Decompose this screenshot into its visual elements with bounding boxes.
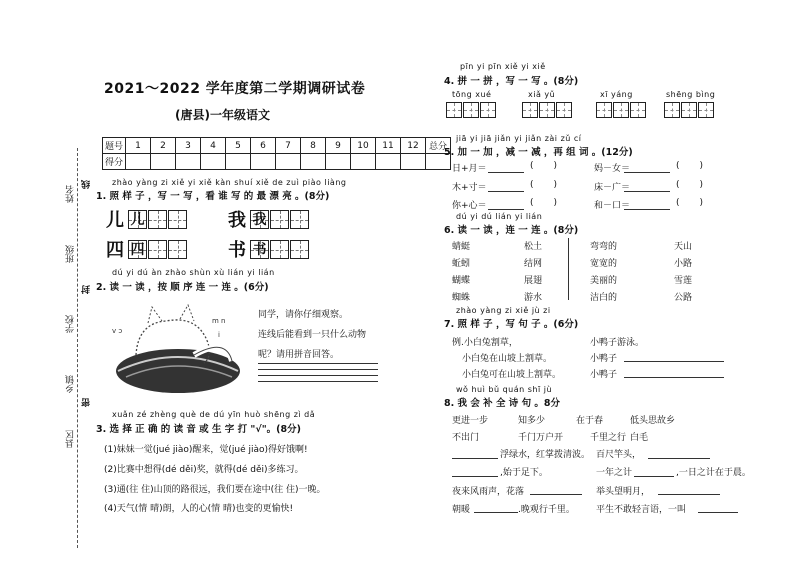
- q6-item[interactable]: 蚯蚓: [452, 259, 471, 269]
- q6-item[interactable]: 洁白的: [590, 293, 618, 303]
- answer-line[interactable]: [258, 363, 378, 364]
- q1-char: 儿: [106, 210, 124, 231]
- name-label: 姓名: [66, 185, 76, 203]
- q3-item: (1)妹妹一觉(jué jiào)醒来，觉(jué jiào)得好饿啊!: [104, 445, 308, 455]
- q8-line: .晚观行千里。: [518, 505, 575, 515]
- q8-pinyin: wǒ huì bǔ quán shī jù: [456, 385, 553, 394]
- q1-grid[interactable]: [270, 240, 289, 259]
- q5-paren: ( ): [530, 198, 558, 208]
- q8-blank[interactable]: [474, 512, 518, 513]
- qnum: 11: [376, 138, 401, 154]
- q7-line: 小白兔在山坡上割草。: [462, 354, 553, 364]
- q8-line: 平生不敢轻言语，一叫: [596, 505, 687, 515]
- q5-right: 和－口＝: [594, 201, 631, 211]
- q8-word: 在于春: [576, 416, 604, 426]
- q4-answer-boxes[interactable]: [522, 102, 573, 118]
- q3-item: (4)天气(情 晴)朗，人的心(情 晴)也变的更愉快!: [104, 504, 294, 514]
- q1-char: 我: [228, 210, 246, 231]
- q8-blank[interactable]: [648, 458, 710, 459]
- q6-item[interactable]: 雪莲: [674, 276, 693, 286]
- q4-word: xī yáng: [600, 90, 633, 99]
- school-label: 学校: [66, 315, 76, 333]
- q2-prompt-3: 呢？请用拼音回答。: [258, 350, 340, 360]
- q1-grid[interactable]: [168, 210, 187, 229]
- class-label: 班级: [66, 245, 76, 263]
- q6-item[interactable]: 宽宽的: [590, 259, 618, 269]
- qnum: 1: [126, 138, 151, 154]
- q8-blank[interactable]: [452, 476, 498, 477]
- q5-right: 床－广＝: [594, 183, 631, 193]
- q1-grid: 四: [128, 240, 147, 259]
- q8-blank[interactable]: [634, 476, 674, 477]
- q5-pinyin: jiā yi jiā jiǎn yi jiǎn zài zǔ cí: [456, 134, 582, 143]
- q1-grid[interactable]: [270, 210, 289, 229]
- q4-pinyin: pīn yi pīn xiě yi xiě: [460, 62, 546, 71]
- q2-text: 2. 读 一 读 ，按 顺 序 连 一 连 。(6分): [96, 282, 269, 293]
- q1-text: 1. 照 样 子 ，写 一 写 ，看 谁 写 的 最 漂 亮 。(8分): [96, 191, 330, 202]
- q3-item: (3)通(往 住)山顶的路很远，我们要在途中(往 住)一晚。: [104, 485, 326, 495]
- q4-answer-boxes[interactable]: [596, 102, 647, 118]
- q1-grid[interactable]: [148, 240, 167, 259]
- q2-pinyin: dú yi dú àn zhào shùn xù lián yi lián: [112, 268, 275, 277]
- total-label: 总分: [426, 138, 451, 154]
- q3-item: (2)比赛中想得(dé děi)奖，就得(dé děi)多练习。: [104, 465, 304, 475]
- q6-divider: [568, 238, 569, 300]
- q8-blank[interactable]: [698, 512, 738, 513]
- qnum: 7: [276, 138, 301, 154]
- row-label-number: 题号: [103, 138, 126, 154]
- q2-prompt-2: 连线后能看到一只什么动物: [258, 330, 367, 340]
- score-cell[interactable]: [351, 154, 376, 170]
- q4-answer-boxes[interactable]: [664, 102, 715, 118]
- qnum: 9: [326, 138, 351, 154]
- q8-line: 夜来风雨声，花落: [452, 487, 525, 497]
- q6-item[interactable]: 结网: [524, 259, 543, 269]
- q5-left: 你+心＝: [452, 201, 487, 211]
- q8-line: 一年之计: [596, 468, 633, 478]
- score-cell[interactable]: [226, 154, 251, 170]
- q4-text: 4. 拼 一 拼 ，写 一 写 。(8分): [444, 76, 579, 87]
- score-cell[interactable]: [126, 154, 151, 170]
- q8-text: 8. 我 会 补 全 诗 句 。8分: [444, 398, 560, 409]
- q6-item[interactable]: 美丽的: [590, 276, 618, 286]
- q7-pinyin: zhào yàng zi xiě jù zi: [456, 306, 551, 315]
- q8-word: 低头思故乡: [630, 416, 676, 426]
- binding-line: [77, 148, 78, 548]
- q8-line: 朝暖: [452, 505, 471, 515]
- q5-paren: ( ): [676, 198, 704, 208]
- seal-secret-mark: 密: [82, 398, 92, 407]
- seal-seal-mark: 封: [82, 285, 92, 294]
- exam-subtitle: (唐县)一年级语文: [175, 108, 270, 122]
- q7-example-answer: 小鸭子游泳。: [590, 338, 645, 348]
- score-cell[interactable]: [251, 154, 276, 170]
- answer-line[interactable]: [258, 381, 378, 382]
- q5-blank[interactable]: [488, 209, 524, 210]
- q7-blank[interactable]: [624, 361, 724, 362]
- q5-right: 妈－女＝: [594, 164, 631, 174]
- q4-word: shēng bìng: [666, 90, 716, 99]
- svg-text:m n: m n: [212, 317, 226, 325]
- q1-grid[interactable]: [290, 210, 309, 229]
- row-label-score: 得分: [103, 154, 126, 170]
- q7-line: 小白兔可在山坡上割草。: [462, 370, 562, 380]
- score-cell[interactable]: [376, 154, 401, 170]
- q6-item[interactable]: 展翅: [524, 276, 543, 286]
- q2-prompt-1: 同学，请你仔细观察。: [258, 310, 349, 320]
- qnum: 5: [226, 138, 251, 154]
- qnum: 6: [251, 138, 276, 154]
- q6-item[interactable]: 蜻蜓: [452, 242, 471, 252]
- qnum: 4: [201, 138, 226, 154]
- q8-word: 千里之行: [590, 433, 627, 443]
- answer-line[interactable]: [258, 375, 378, 376]
- q7-line-start: 小鸭子: [590, 354, 618, 364]
- svg-text:i: i: [218, 331, 220, 339]
- q1-grid[interactable]: [168, 240, 187, 259]
- q1-grid: 我: [250, 210, 269, 229]
- q8-blank[interactable]: [658, 494, 720, 495]
- q4-word: xiǎ yǔ: [528, 90, 556, 99]
- q8-line: ,一日之计在于晨。: [676, 468, 751, 478]
- q7-example: 例.小白兔割草，: [452, 338, 518, 348]
- q1-grid[interactable]: [290, 240, 309, 259]
- q5-left: 日+月＝: [452, 164, 487, 174]
- score-cell[interactable]: [151, 154, 176, 170]
- q6-item[interactable]: 游水: [524, 293, 543, 303]
- q8-line: ,始于足下。: [500, 468, 548, 478]
- q5-blank[interactable]: [488, 172, 524, 173]
- seal-line-mark: 线: [82, 180, 92, 189]
- qnum: 8: [301, 138, 326, 154]
- q8-line: 百尺竿头，: [596, 450, 642, 460]
- q4-word: tōng xué: [452, 90, 492, 99]
- q6-item[interactable]: 蜘蛛: [452, 293, 471, 303]
- q8-word: 更进一步: [452, 416, 489, 426]
- q3-pinyin: xuǎn zé zhèng què de dú yīn huò shēng zì dǎ: [112, 410, 316, 419]
- q3-text: 3. 选 择 正 确 的 读 音 或 生 字 打 "√"。(8分): [96, 424, 301, 435]
- q6-item[interactable]: 小路: [674, 259, 693, 269]
- cat-dot-puzzle-image: [108, 293, 248, 405]
- q5-left: 木+寸＝: [452, 183, 487, 193]
- q8-word: 白毛: [630, 433, 649, 443]
- q5-blank[interactable]: [624, 172, 670, 173]
- answer-line[interactable]: [258, 369, 378, 370]
- score-cell[interactable]: [401, 154, 426, 170]
- district-label: 县区: [66, 430, 76, 448]
- q1-char: 书: [228, 240, 246, 261]
- q5-blank[interactable]: [624, 191, 670, 192]
- q1-pinyin: zhào yàng zi xiě yi xiě kàn shuí xiě de zuì piào liàng: [112, 178, 347, 187]
- score-cell[interactable]: [276, 154, 301, 170]
- q8-line: 浮绿水，红掌拨清波。: [500, 450, 591, 460]
- score-cell[interactable]: [201, 154, 226, 170]
- qnum: 3: [176, 138, 201, 154]
- q6-item[interactable]: 松土: [524, 242, 543, 252]
- q5-text: 5. 加 一 加 ，减 一 减 ，再 组 词 。(12分): [444, 147, 633, 158]
- qnum: 2: [151, 138, 176, 154]
- q1-grid[interactable]: [148, 210, 167, 229]
- score-cell[interactable]: [301, 154, 326, 170]
- q8-blank[interactable]: [452, 458, 498, 459]
- q5-paren: ( ): [530, 161, 558, 171]
- q5-blank[interactable]: [488, 191, 524, 192]
- q5-paren: ( ): [676, 161, 704, 171]
- svg-text:v ɔ: v ɔ: [112, 327, 123, 335]
- qnum: 10: [351, 138, 376, 154]
- q1-grid: 书: [250, 240, 269, 259]
- q1-char: 四: [106, 240, 124, 261]
- q6-text: 6. 读 一 读 ，连 一 连 。(8分): [444, 225, 579, 236]
- q5-blank[interactable]: [624, 209, 670, 210]
- q8-word: 千门万户开: [518, 433, 564, 443]
- q6-item[interactable]: 天山: [674, 242, 693, 252]
- q6-pinyin: dú yi dú lián yi lián: [456, 212, 543, 221]
- qnum: 12: [401, 138, 426, 154]
- exam-title: 2021～2022 学年度第二学期调研试卷: [104, 81, 366, 97]
- q5-paren: ( ): [530, 180, 558, 190]
- q8-line: 举头望明月，: [596, 487, 651, 497]
- q6-item[interactable]: 蝴蝶: [452, 276, 471, 286]
- q7-line-start: 小鸭子: [590, 370, 618, 380]
- q7-text: 7. 照 样 子 ，写 句 子 。(6分): [444, 319, 579, 330]
- town-label: 乡镇: [66, 375, 76, 393]
- q1-grid: 儿: [128, 210, 147, 229]
- q8-blank[interactable]: [530, 494, 582, 495]
- q8-word: 不出门: [452, 433, 480, 443]
- score-cell[interactable]: [326, 154, 351, 170]
- q7-blank[interactable]: [624, 377, 724, 378]
- q6-item[interactable]: 公路: [674, 293, 693, 303]
- score-cell[interactable]: [176, 154, 201, 170]
- q8-word: 知多少: [518, 416, 546, 426]
- q5-paren: ( ): [676, 180, 704, 190]
- q4-answer-boxes[interactable]: [446, 102, 497, 118]
- q6-item[interactable]: 弯弯的: [590, 242, 618, 252]
- score-table: [102, 137, 451, 170]
